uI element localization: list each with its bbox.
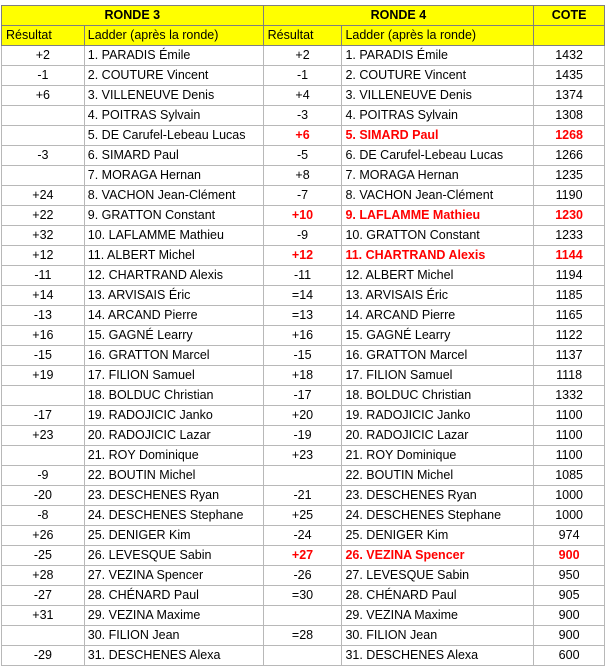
ladder-r3-cell: 7. MORAGA Hernan xyxy=(84,166,263,186)
header-cote-blank xyxy=(534,26,605,46)
ladder-r3-cell: 16. GRATTON Marcel xyxy=(84,346,263,366)
ladder-r3-cell: 12. CHARTRAND Alexis xyxy=(84,266,263,286)
ladder-r3-cell: 17. FILION Samuel xyxy=(84,366,263,386)
ladder-r4-cell: 22. BOUTIN Michel xyxy=(342,466,534,486)
ladder-r3-cell: 27. VEZINA Spencer xyxy=(84,566,263,586)
resultat-r4-cell: -9 xyxy=(263,226,342,246)
resultat-r4-cell: -1 xyxy=(263,66,342,86)
cote-cell: 1230 xyxy=(534,206,605,226)
resultat-r4-cell: +12 xyxy=(263,246,342,266)
table-row xyxy=(2,46,605,66)
resultat-r4-cell: -11 xyxy=(263,266,342,286)
ladder-r3-cell: 1. PARADIS Émile xyxy=(84,46,263,66)
cote-cell: 1085 xyxy=(534,466,605,486)
cote-cell: 1137 xyxy=(534,346,605,366)
resultat-r3-cell: +6 xyxy=(2,86,85,106)
ladder-r3-cell: 31. DESCHENES Alexa xyxy=(84,646,263,666)
resultat-r3-cell: -13 xyxy=(2,306,85,326)
resultat-r3-cell xyxy=(2,446,85,466)
ladder-r4-cell: 26. VEZINA Spencer xyxy=(342,546,534,566)
ladder-r4-cell: 27. LEVESQUE Sabin xyxy=(342,566,534,586)
table-row xyxy=(2,166,605,186)
ladder-r3-cell: 15. GAGNÉ Learry xyxy=(84,326,263,346)
table-row xyxy=(2,66,605,86)
cote-cell: 1144 xyxy=(534,246,605,266)
table-row xyxy=(2,226,605,246)
resultat-r3-cell: -20 xyxy=(2,486,85,506)
ladder-table-body xyxy=(2,6,605,666)
ladder-r4-cell: 1. PARADIS Émile xyxy=(342,46,534,66)
cote-cell: 1165 xyxy=(534,306,605,326)
cote-cell: 1190 xyxy=(534,186,605,206)
ladder-r4-cell: 11. CHARTRAND Alexis xyxy=(342,246,534,266)
resultat-r4-cell: =28 xyxy=(263,626,342,646)
ladder-r4-cell: 9. LAFLAMME Mathieu xyxy=(342,206,534,226)
table-row xyxy=(2,246,605,266)
resultat-r3-cell: +23 xyxy=(2,426,85,446)
ladder-r3-cell: 2. COUTURE Vincent xyxy=(84,66,263,86)
ladder-r3-cell: 30. FILION Jean xyxy=(84,626,263,646)
table-row xyxy=(2,286,605,306)
resultat-r3-cell: +14 xyxy=(2,286,85,306)
table-row xyxy=(2,646,605,666)
ladder-r4-cell: 29. VEZINA Maxime xyxy=(342,606,534,626)
cote-cell: 1100 xyxy=(534,446,605,466)
table-row xyxy=(2,266,605,286)
ladder-r4-cell: 10. GRATTON Constant xyxy=(342,226,534,246)
table-row xyxy=(2,366,605,386)
resultat-r4-cell: +4 xyxy=(263,86,342,106)
ladder-r4-cell: 3. VILLENEUVE Denis xyxy=(342,86,534,106)
header-ronde3: RONDE 3 xyxy=(2,6,264,26)
resultat-r3-cell: +19 xyxy=(2,366,85,386)
table-row xyxy=(2,426,605,446)
ladder-r3-cell: 18. BOLDUC Christian xyxy=(84,386,263,406)
table-row xyxy=(2,566,605,586)
cote-cell: 1100 xyxy=(534,406,605,426)
resultat-r3-cell xyxy=(2,126,85,146)
resultat-r3-cell xyxy=(2,626,85,646)
resultat-r3-cell: -17 xyxy=(2,406,85,426)
resultat-r4-cell: +2 xyxy=(263,46,342,66)
header-row-rounds xyxy=(2,6,605,26)
ladder-r4-cell: 2. COUTURE Vincent xyxy=(342,66,534,86)
ladder-r3-cell: 28. CHÉNARD Paul xyxy=(84,586,263,606)
ladder-r4-cell: 30. FILION Jean xyxy=(342,626,534,646)
table-row xyxy=(2,546,605,566)
ladder-r4-cell: 20. RADOJICIC Lazar xyxy=(342,426,534,446)
table-row xyxy=(2,586,605,606)
resultat-r4-cell: -26 xyxy=(263,566,342,586)
header-ladder3: Ladder (après la ronde) xyxy=(84,26,263,46)
header-ronde4: RONDE 4 xyxy=(263,6,534,26)
ladder-r4-cell: 15. GAGNÉ Learry xyxy=(342,326,534,346)
resultat-r4-cell: -19 xyxy=(263,426,342,446)
table-row xyxy=(2,386,605,406)
cote-cell: 1268 xyxy=(534,126,605,146)
table-row xyxy=(2,326,605,346)
ladder-r3-cell: 9. GRATTON Constant xyxy=(84,206,263,226)
ladder-r4-cell: 4. POITRAS Sylvain xyxy=(342,106,534,126)
resultat-r3-cell xyxy=(2,106,85,126)
resultat-r4-cell: -5 xyxy=(263,146,342,166)
ladder-r4-cell: 13. ARVISAIS Éric xyxy=(342,286,534,306)
resultat-r3-cell: +31 xyxy=(2,606,85,626)
table-row xyxy=(2,486,605,506)
resultat-r3-cell: +16 xyxy=(2,326,85,346)
cote-cell: 905 xyxy=(534,586,605,606)
cote-cell: 1122 xyxy=(534,326,605,346)
ladder-r4-cell: 19. RADOJICIC Janko xyxy=(342,406,534,426)
resultat-r3-cell: +22 xyxy=(2,206,85,226)
table-row xyxy=(2,346,605,366)
ladder-r4-cell: 23. DESCHENES Ryan xyxy=(342,486,534,506)
ladder-r3-cell: 10. LAFLAMME Mathieu xyxy=(84,226,263,246)
ladder-r3-cell: 20. RADOJICIC Lazar xyxy=(84,426,263,446)
resultat-r4-cell: =13 xyxy=(263,306,342,326)
ladder-r3-cell: 22. BOUTIN Michel xyxy=(84,466,263,486)
ladder-table xyxy=(1,5,605,666)
table-row xyxy=(2,446,605,466)
resultat-r3-cell: -3 xyxy=(2,146,85,166)
resultat-r4-cell xyxy=(263,466,342,486)
table-row xyxy=(2,406,605,426)
table-row xyxy=(2,86,605,106)
ladder-r3-cell: 26. LEVESQUE Sabin xyxy=(84,546,263,566)
resultat-r3-cell: -15 xyxy=(2,346,85,366)
ladder-r3-cell: 19. RADOJICIC Janko xyxy=(84,406,263,426)
resultat-r3-cell: -27 xyxy=(2,586,85,606)
cote-cell: 1432 xyxy=(534,46,605,66)
header-resultat4: Résultat xyxy=(263,26,342,46)
resultat-r3-cell: -25 xyxy=(2,546,85,566)
ladder-r3-cell: 5. DE Carufel-Lebeau Lucas xyxy=(84,126,263,146)
resultat-r4-cell: +20 xyxy=(263,406,342,426)
ladder-r3-cell: 4. POITRAS Sylvain xyxy=(84,106,263,126)
resultat-r4-cell: +18 xyxy=(263,366,342,386)
cote-cell: 1235 xyxy=(534,166,605,186)
resultat-r3-cell xyxy=(2,386,85,406)
cote-cell: 600 xyxy=(534,646,605,666)
cote-cell: 900 xyxy=(534,606,605,626)
cote-cell: 1266 xyxy=(534,146,605,166)
ladder-r3-cell: 21. ROY Dominique xyxy=(84,446,263,466)
resultat-r4-cell: +16 xyxy=(263,326,342,346)
resultat-r3-cell: +26 xyxy=(2,526,85,546)
table-row xyxy=(2,506,605,526)
resultat-r3-cell: +2 xyxy=(2,46,85,66)
ladder-r4-cell: 8. VACHON Jean-Clément xyxy=(342,186,534,206)
resultat-r3-cell: -8 xyxy=(2,506,85,526)
resultat-r3-cell xyxy=(2,166,85,186)
ladder-r3-cell: 11. ALBERT Michel xyxy=(84,246,263,266)
ladder-r3-cell: 8. VACHON Jean-Clément xyxy=(84,186,263,206)
resultat-r3-cell: +12 xyxy=(2,246,85,266)
resultat-r4-cell: =14 xyxy=(263,286,342,306)
ladder-r3-cell: 6. SIMARD Paul xyxy=(84,146,263,166)
resultat-r3-cell: -1 xyxy=(2,66,85,86)
cote-cell: 1000 xyxy=(534,506,605,526)
resultat-r3-cell: -29 xyxy=(2,646,85,666)
cote-cell: 1374 xyxy=(534,86,605,106)
ladder-r3-cell: 25. DENIGER Kim xyxy=(84,526,263,546)
header-ladder4: Ladder (après la ronde) xyxy=(342,26,534,46)
table-row xyxy=(2,106,605,126)
resultat-r4-cell: -15 xyxy=(263,346,342,366)
ladder-r4-cell: 6. DE Carufel-Lebeau Lucas xyxy=(342,146,534,166)
ladder-r4-cell: 28. CHÉNARD Paul xyxy=(342,586,534,606)
resultat-r3-cell: -11 xyxy=(2,266,85,286)
resultat-r4-cell xyxy=(263,646,342,666)
resultat-r3-cell: +32 xyxy=(2,226,85,246)
ladder-r3-cell: 14. ARCAND Pierre xyxy=(84,306,263,326)
resultat-r4-cell: -21 xyxy=(263,486,342,506)
cote-cell: 950 xyxy=(534,566,605,586)
ladder-r4-cell: 7. MORAGA Hernan xyxy=(342,166,534,186)
ladder-r4-cell: 21. ROY Dominique xyxy=(342,446,534,466)
header-cote: COTE xyxy=(534,6,605,26)
cote-cell: 1435 xyxy=(534,66,605,86)
cote-cell: 1308 xyxy=(534,106,605,126)
table-row xyxy=(2,466,605,486)
header-row-columns xyxy=(2,26,605,46)
table-row xyxy=(2,126,605,146)
ladder-r3-cell: 3. VILLENEUVE Denis xyxy=(84,86,263,106)
ladder-r4-cell: 12. ALBERT Michel xyxy=(342,266,534,286)
cote-cell: 1233 xyxy=(534,226,605,246)
resultat-r4-cell: +6 xyxy=(263,126,342,146)
resultat-r4-cell xyxy=(263,606,342,626)
ladder-r4-cell: 16. GRATTON Marcel xyxy=(342,346,534,366)
resultat-r4-cell: +23 xyxy=(263,446,342,466)
ladder-r4-cell: 14. ARCAND Pierre xyxy=(342,306,534,326)
resultat-r3-cell: -9 xyxy=(2,466,85,486)
cote-cell: 900 xyxy=(534,546,605,566)
ladder-r4-cell: 17. FILION Samuel xyxy=(342,366,534,386)
cote-cell: 1332 xyxy=(534,386,605,406)
ladder-r4-cell: 24. DESCHENES Stephane xyxy=(342,506,534,526)
table-row xyxy=(2,306,605,326)
cote-cell: 1185 xyxy=(534,286,605,306)
table-row xyxy=(2,626,605,646)
cote-cell: 1118 xyxy=(534,366,605,386)
ladder-r3-cell: 24. DESCHENES Stephane xyxy=(84,506,263,526)
table-row xyxy=(2,606,605,626)
cote-cell: 900 xyxy=(534,626,605,646)
resultat-r4-cell: -7 xyxy=(263,186,342,206)
ladder-r3-cell: 23. DESCHENES Ryan xyxy=(84,486,263,506)
resultat-r4-cell: -17 xyxy=(263,386,342,406)
ladder-r3-cell: 29. VEZINA Maxime xyxy=(84,606,263,626)
table-row xyxy=(2,526,605,546)
table-row xyxy=(2,206,605,226)
resultat-r3-cell: +28 xyxy=(2,566,85,586)
resultat-r4-cell: +27 xyxy=(263,546,342,566)
ladder-r4-cell: 18. BOLDUC Christian xyxy=(342,386,534,406)
cote-cell: 974 xyxy=(534,526,605,546)
ladder-r4-cell: 5. SIMARD Paul xyxy=(342,126,534,146)
resultat-r4-cell: -3 xyxy=(263,106,342,126)
ladder-r3-cell: 13. ARVISAIS Éric xyxy=(84,286,263,306)
resultat-r4-cell: +8 xyxy=(263,166,342,186)
resultat-r4-cell: +25 xyxy=(263,506,342,526)
ladder-r4-cell: 31. DESCHENES Alexa xyxy=(342,646,534,666)
cote-cell: 1100 xyxy=(534,426,605,446)
cote-cell: 1194 xyxy=(534,266,605,286)
table-row xyxy=(2,146,605,166)
ladder-r4-cell: 25. DENIGER Kim xyxy=(342,526,534,546)
resultat-r4-cell: -24 xyxy=(263,526,342,546)
header-resultat3: Résultat xyxy=(2,26,85,46)
resultat-r3-cell: +24 xyxy=(2,186,85,206)
cote-cell: 1000 xyxy=(534,486,605,506)
table-row xyxy=(2,186,605,206)
resultat-r4-cell: =30 xyxy=(263,586,342,606)
resultat-r4-cell: +10 xyxy=(263,206,342,226)
